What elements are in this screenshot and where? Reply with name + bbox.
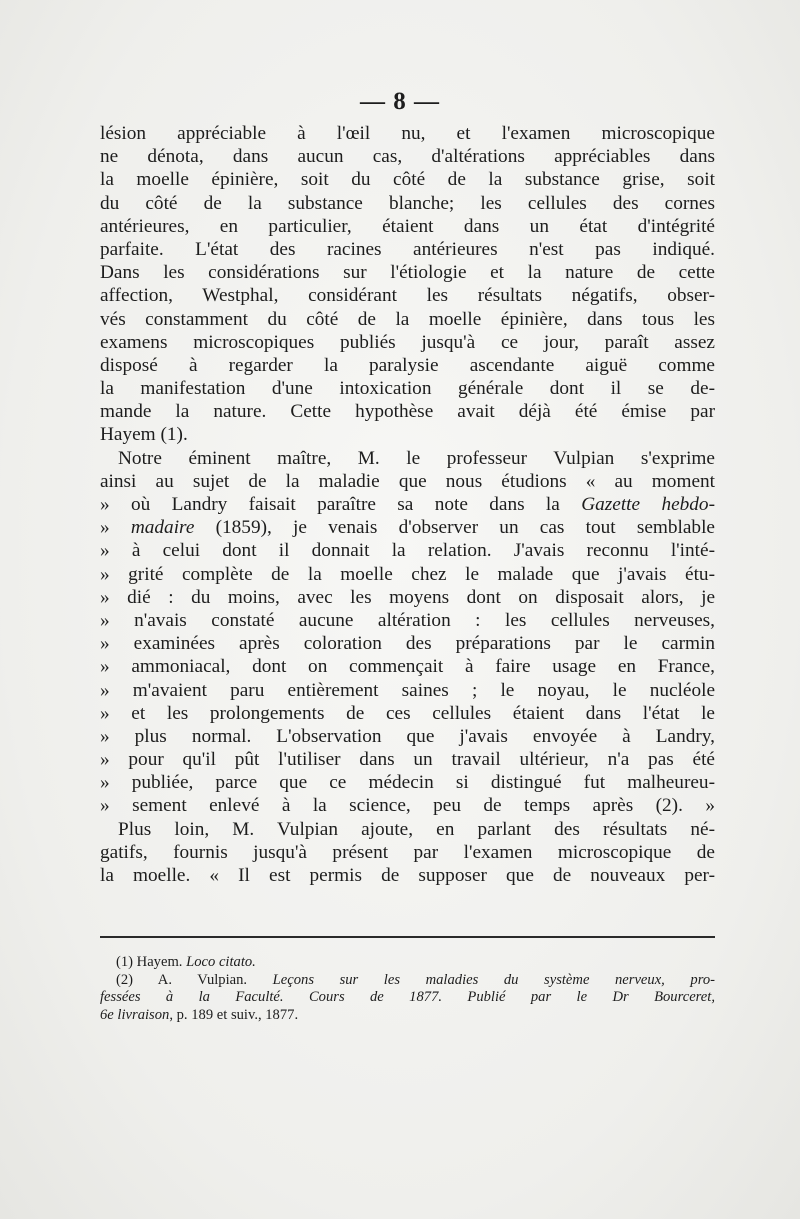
footnotes: [100, 954, 715, 1024]
text-line: » pour qu'il pût l'utiliser dans un travail ultérieur, n'a pas été: [100, 749, 715, 771]
footnote-text: , p. 189 et suiv., 1877.: [169, 1006, 299, 1023]
text-line: la manifestation d'une intoxication générale dont il se de-: [100, 378, 715, 400]
footnote-italic: Loco citato.: [186, 954, 256, 970]
text-line: » et les prolongements de ces cellules étaient dans l'état le: [100, 702, 715, 724]
footnote-2-cont: [100, 1007, 715, 1025]
text-line: Plus loin, M. Vulpian ajoute, en parlant des résultats né-: [118, 818, 715, 840]
text-segment: » où Landry faisait paraître sa note dans la: [100, 494, 560, 515]
page-number: — 8 —: [360, 88, 440, 115]
text-line: Notre éminent maître, M. le professeur Vulpian s'exprime: [118, 447, 715, 469]
text-line: examens microscopiques publiés jusqu'à ce jour, paraît assez: [100, 331, 715, 353]
text-line: » m'avaient paru entièrement saines ; le noyau, le nucléole: [100, 679, 715, 701]
text-line: » sement enlevé à la science, peu de temps après (2). »: [100, 795, 715, 817]
text-line: affection, Westphal, considérant les résultats négatifs, obser-: [100, 285, 715, 307]
footnote-1: [100, 954, 715, 972]
text-line: » plus normal. L'observation que j'avais envoyée à Landry,: [100, 725, 715, 747]
text-line: mande la nature. Cette hypothèse avait déjà été émise par: [100, 401, 715, 423]
text-line: parfaite. L'état des racines antérieures n'est pas indiqué.: [100, 238, 715, 260]
text-line: » grité complète de la moelle chez le malade que j'avais étu-: [100, 563, 715, 585]
text-line-mixed: [100, 516, 715, 539]
text-line: antérieures, en particulier, étaient dans un état d'intégrité: [100, 215, 715, 237]
text-line: » à celui dont il donnait la relation. J'avais reconnu l'inté-: [100, 540, 715, 562]
body-text: [100, 122, 715, 887]
footnote-italic: 6e livraison: [100, 1006, 170, 1023]
text-line: Hayem (1).: [100, 424, 188, 446]
footnote-2-cont: [100, 989, 715, 1007]
footnote-italic: Leçons sur les maladies du système nerveux, pro-: [272, 971, 715, 988]
text-line: vés constamment du côté de la moelle épinière, dans tous les: [100, 308, 715, 330]
text-line: du côté de la substance blanche; les cellules des cornes: [100, 192, 715, 214]
footnote-2: [100, 972, 715, 990]
italic-segment: Gazette hebdo-: [581, 494, 715, 515]
text-line: ne dénota, dans aucun cas, d'altérations appréciables dans: [100, 146, 715, 168]
text-line: Dans les considérations sur l'étiologie et la nature de cette: [100, 262, 715, 284]
text-line: » ammoniacal, dont on commençait à faire usage en France,: [100, 656, 715, 678]
text-line-mixed: [100, 493, 715, 516]
text-line: disposé à regarder la paralysie ascendante aiguë comme: [100, 354, 715, 376]
text-line: gatifs, fournis jusqu'à présent par l'examen microscopique de: [100, 841, 715, 863]
footnote-text: (1) Hayem.: [116, 954, 187, 970]
text-line: » examinées après coloration des préparations par le carmin: [100, 633, 715, 655]
text-line: ainsi au sujet de la maladie que nous étudions « au moment: [100, 470, 715, 492]
text-line: » dié : du moins, avec les moyens dont on disposait alors, je: [100, 586, 715, 608]
text-segment: »: [100, 517, 131, 539]
text-line: la moelle épinière, soit du côté de la substance grise, soit: [100, 169, 715, 191]
footnote-italic: fessées à la Faculté. Cours de 1877. Publié par le Dr Bourceret,: [100, 989, 715, 1006]
footnote-divider: [100, 936, 715, 938]
text-line: » n'avais constaté aucune altération : les cellules nerveuses,: [100, 609, 715, 631]
footnote-text: (2) A. Vulpian.: [116, 971, 273, 988]
italic-segment: madaire: [130, 517, 195, 539]
text-segment: (1859), je venais d'observer un cas tout semblable: [194, 517, 715, 539]
text-line: lésion appréciable à l'œil nu, et l'examen microscopique: [100, 123, 715, 144]
text-line: » publiée, parce que ce médecin si distingué fut malheureu-: [100, 772, 715, 794]
text-line: la moelle. « Il est permis de supposer que de nouveaux per-: [100, 865, 715, 886]
